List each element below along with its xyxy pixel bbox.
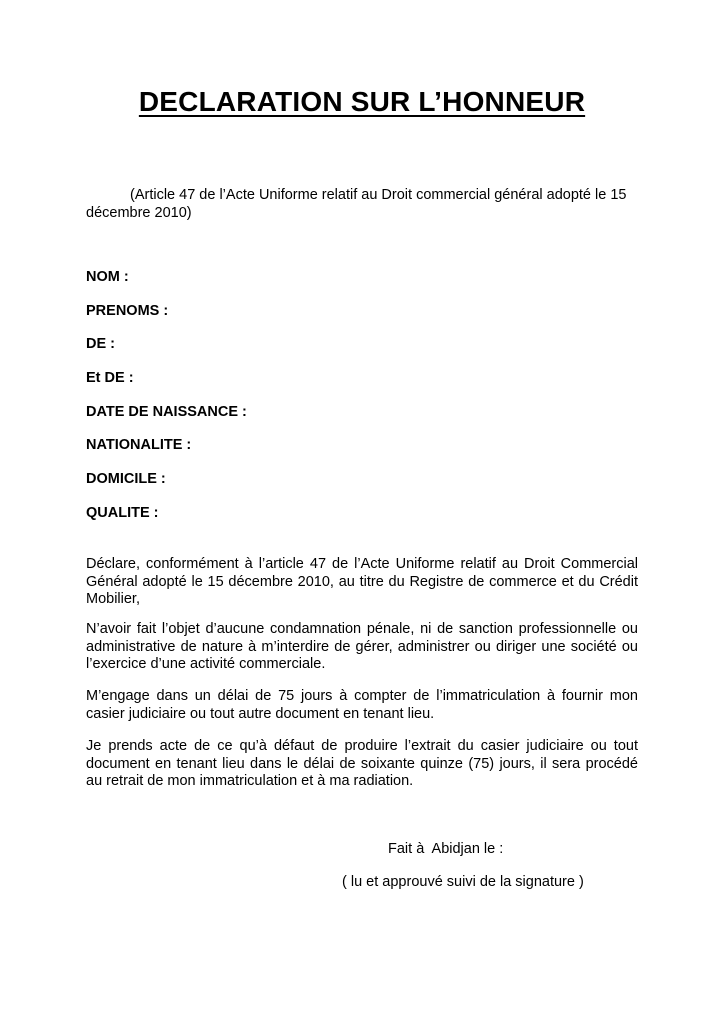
signature-approval-note: ( lu et approuvé suivi de la signature ) (342, 874, 584, 890)
field-domicile: DOMICILE : (86, 471, 166, 488)
signature-place-date: Fait à Abidjan le : (388, 841, 504, 857)
field-de: DE : (86, 336, 115, 353)
acknowledgement-paragraph: Je prends acte de ce qu’à défaut de produire l’extrait du casier judiciaire ou tout document en tenant lieu dans le délai de soixante quinze (75) jours, il sera procédé au retrait de mon immatriculation et à ma radiation. (86, 738, 638, 789)
field-date-de-naissance: DATE DE NAISSANCE : (86, 403, 247, 420)
field-nationalite: NATIONALITE : (86, 437, 192, 454)
declaration-paragraph: Déclare, conformément à l’article 47 de l’Acte Uniforme relatif au Droit Commercial Général adopté le 15 décembre 2010, au titre du Registre de commerce et du Crédit Mobilier, (86, 556, 638, 607)
article-reference: (Article 47 de l’Acte Uniforme relatif au Droit commercial général adopté le 15 décembre 2010) (86, 187, 627, 221)
field-prenoms: PRENOMS : (86, 302, 169, 319)
identity-fields (86, 268, 646, 538)
document-title: DECLARATION SUR L’HONNEUR (138, 86, 586, 117)
no-conviction-paragraph: N’avoir fait l’objet d’aucune condamnation pénale, ni de sanction professionnelle ou administrative de nature à m’interdire de gérer, administrer ou diriger une société ou l’exercice d’une activité commerciale. (86, 621, 638, 672)
field-et-de: Et DE : (86, 370, 134, 387)
field-qualite: QUALITE : (86, 504, 159, 521)
field-nom: NOM : (86, 269, 129, 285)
commitment-paragraph: M’engage dans un délai de 75 jours à compter de l’immatriculation à fournir mon casier judiciaire ou tout autre document en tenant lieu. (86, 688, 638, 722)
